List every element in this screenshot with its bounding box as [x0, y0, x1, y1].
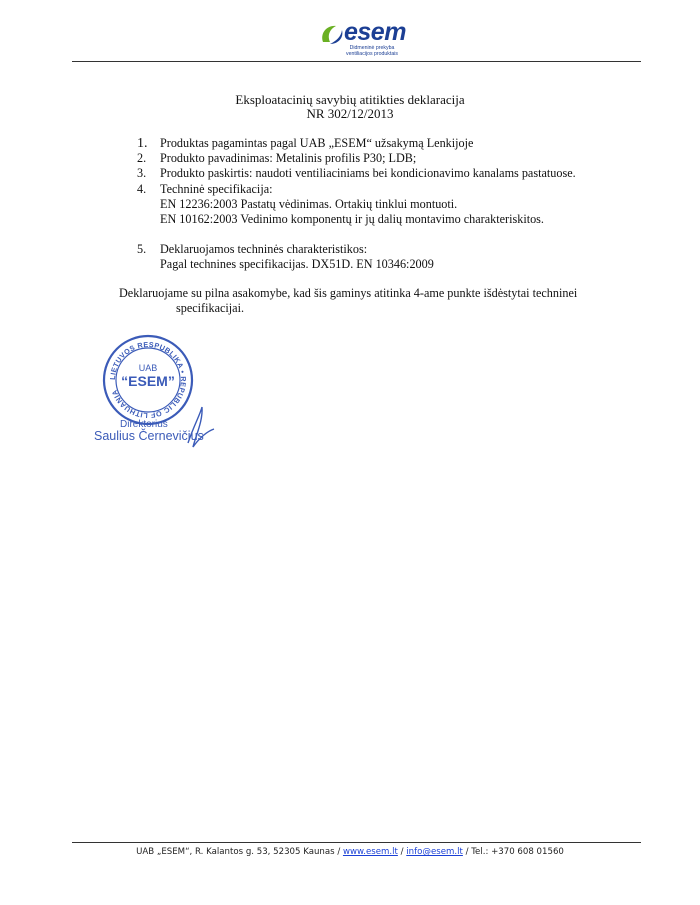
list-item-text: Produkto pavadinimas: Metalinis profilis P30; LDB; [160, 151, 417, 166]
stamp-center-main: “ESEM” [121, 373, 175, 389]
list-item-text: Produktas pagamintas pagal UAB „ESEM“ užsakymą Lenkijoje [160, 136, 474, 150]
list-item-text: Produkto paskirtis: naudoti ventiliaciniams bei kondicionavimo kanalams pastatuose. [160, 166, 576, 181]
declaration-items [137, 136, 637, 273]
header-divider [72, 61, 641, 62]
list-item [137, 136, 637, 151]
list-item-number: 1. [137, 136, 148, 151]
list-subitem: EN 10162:2003 Vedinimo komponentų ir jų dalių montavimo charakteriskitos. [160, 212, 544, 227]
logo-tagline [330, 45, 414, 57]
list-item-number: 5. [137, 242, 147, 257]
list-item [137, 166, 637, 181]
logo-tagline-line-2: ventiliacijos produktais [346, 51, 398, 57]
signatory-name: Saulius Černevičius [94, 429, 204, 443]
list-item-number: 3. [137, 166, 147, 181]
logo-tagline-line-1: Didmeninė prekyba [349, 45, 395, 51]
document-title: Eksploatacinių savybių atitikties deklaracija [235, 92, 465, 107]
footer-address: UAB „ESEM“, R. Kalantos g. 53, 52305 Kaunas / [136, 847, 343, 857]
footer-phone: / Tel.: +370 608 01560 [462, 847, 564, 857]
list-item-number: 2. [137, 151, 147, 166]
list-item [137, 151, 637, 166]
company-logo [318, 18, 414, 60]
list-item-text: Techninė specifikacija: [160, 181, 273, 196]
list-item-number: 4. [137, 181, 147, 196]
logo-wordmark: esem [344, 18, 406, 46]
document-number: NR 302/12/2013 [306, 106, 394, 121]
footer-email-link[interactable]: info@esem.lt [406, 847, 463, 857]
list-subitem: EN 12236:2003 Pastatų vėdinimas. Ortakių tinklui montuoti. [160, 196, 458, 211]
signatory-role: Direktorius [120, 419, 168, 430]
footer-separator: / [397, 847, 407, 857]
declaration-line-1: Deklaruojame su pilna asakomybe, kad šis gaminys atitinka 4-ame punkte išdėstytai techninei [119, 286, 578, 300]
declaration-paragraph [119, 286, 629, 317]
list-item-text: Deklaruojamos techninės charakteristikos: [160, 242, 368, 257]
footer-contact [0, 847, 700, 857]
stamp-ring-text: LIETUVOS RESPUBLIKA • REPUBLIC OF LITHUANIA [107, 339, 189, 421]
footer-website-link[interactable]: www.esem.lt [342, 847, 398, 857]
stamp-center-top: UAB [138, 363, 158, 373]
footer-divider [72, 842, 641, 843]
declaration-line-2: specifikacijai. [176, 301, 245, 316]
list-subitem: Pagal technines specifikacijas. DX51D. EN 10346:2009 [160, 257, 434, 272]
list-item [137, 182, 637, 197]
list-item [137, 242, 637, 257]
